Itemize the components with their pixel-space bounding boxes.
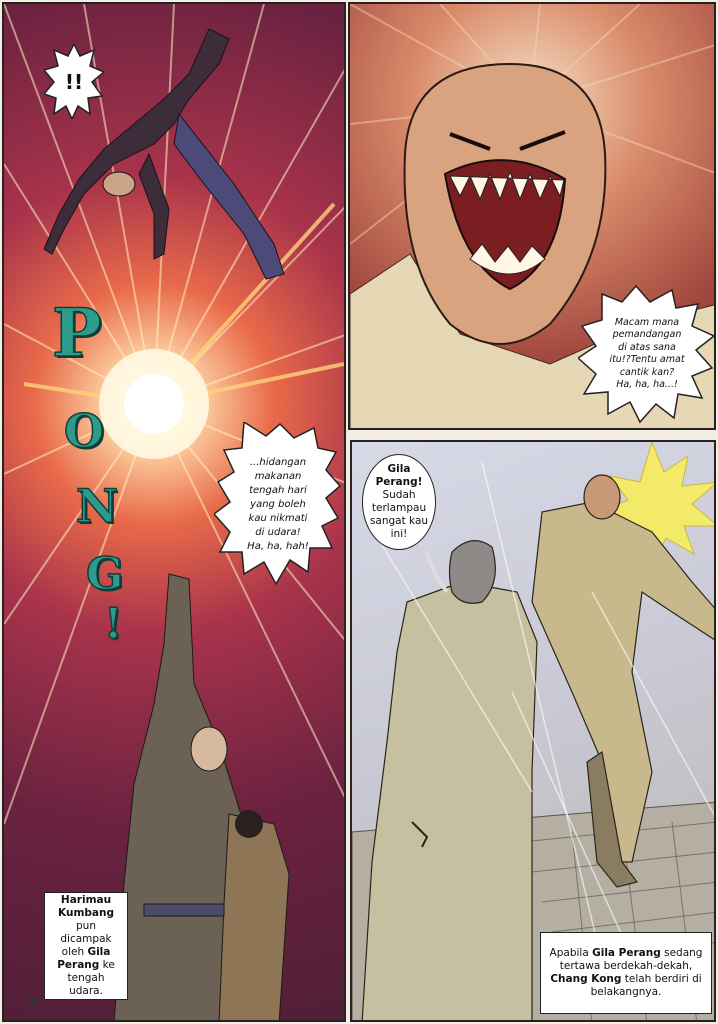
- pong-letter-exclaim: !: [104, 599, 123, 648]
- bottom-figures: [114, 574, 289, 1022]
- speech-text-top-right: Macam mana pemandangan di atas sana itu!?Tentu amat cantik kan? Ha, ha, ha...!: [609, 316, 685, 390]
- pong-letter-o: O: [64, 404, 105, 458]
- panel-bottom-right-standoff: [350, 440, 716, 1022]
- speech-burst-left: [214, 422, 342, 587]
- speech-name-gila: Gila Perang!: [375, 463, 423, 488]
- exclaim-text: !!: [64, 69, 84, 94]
- page-number: 18: [24, 995, 38, 1009]
- exclaim-burst: [44, 44, 104, 119]
- caption-text-2: ke tengah udara.: [67, 959, 115, 997]
- caption-name-harimau: Harimau Kumbang: [58, 894, 114, 919]
- coat-man-figure: [362, 541, 537, 1022]
- caption-br-text-3: telah berdiri di belakangnya.: [590, 973, 702, 998]
- speech-bubble-bottom-right: [362, 454, 436, 550]
- speech-text-left: ...hidangan makanan tengah hari yang boleh kau nikmati di udara! Ha, ha, hah!: [247, 456, 309, 552]
- caption-box-bottom-right: [540, 932, 712, 1014]
- pong-letter-p: P: [52, 294, 102, 372]
- pong-letter-g: G: [86, 549, 124, 600]
- caption-name-gila: Gila Perang: [57, 946, 111, 971]
- caption-br-text-1: Apabila: [549, 947, 589, 959]
- panel-left-pong: [2, 2, 346, 1022]
- caption-br-name-gila: Gila Perang: [592, 947, 661, 959]
- speech-burst-top-right: [578, 284, 716, 424]
- pong-letter-n: N: [76, 479, 119, 533]
- caption-box-left: [44, 892, 128, 1000]
- speech-text-bottom-right: Sudah terlampau sangat kau ini!: [369, 489, 429, 540]
- caption-br-name-chang: Chang Kong: [550, 973, 622, 985]
- panel-top-right-laugh: [348, 2, 716, 430]
- caption-text-1: pun dicampak oleh: [60, 920, 112, 958]
- caption-br-text-2: sedang tertawa berdekah-dekah,: [559, 947, 703, 972]
